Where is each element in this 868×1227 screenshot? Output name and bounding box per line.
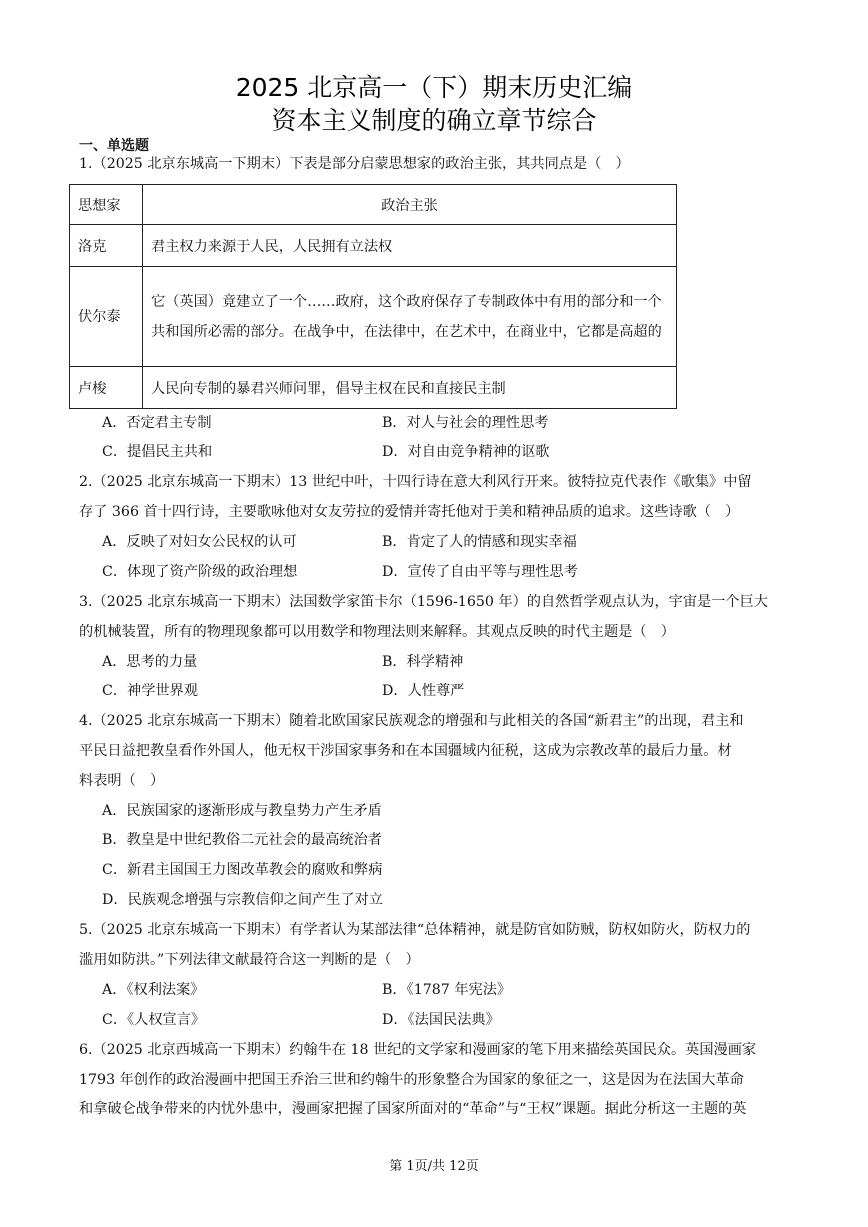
q1-stem: 1.（2025 北京东城高一下期末）下表是部分启蒙思想家的政治主张，其共同点是（ ） — [79, 156, 630, 172]
q3-option-d[interactable]: D．人性尊严 — [382, 683, 465, 699]
q2-option-c[interactable]: C．体现了资产阶级的政治理想 — [102, 564, 298, 580]
q6-stem-line: 1793 年创作的政治漫画中把国王乔治三世和约翰牛的形象整合为国家的象征之一，这是因为在法国大革命 — [79, 1072, 744, 1088]
q3-option-a[interactable]: A．思考的力量 — [102, 654, 198, 670]
q4-stem-line: 4.（2025 北京东城高一下期末）随着北欧国家民族观念的增强和与此相关的各国“新君主”的出现，君主和 — [79, 713, 744, 729]
table-header-cell: 思想家 — [70, 185, 143, 225]
q1-option-c[interactable]: C．提倡民主共和 — [102, 444, 213, 460]
q5-stem-line: 5.（2025 北京东城高一下期末）有学者认为某部法律“总体精神，就是防官如防贼，防权如防火，防权力的 — [79, 922, 751, 938]
q4-option-a[interactable]: A．民族国家的逐渐形成与教皇势力产生矛盾 — [102, 803, 382, 819]
q2-option-b[interactable]: B．肯定了人的情感和现实幸福 — [382, 534, 577, 550]
q4-option-d[interactable]: D．民族观念增强与宗教信仰之间产生了对立 — [102, 892, 383, 908]
q3-option-c[interactable]: C．神学世界观 — [102, 683, 198, 699]
table-row — [70, 225, 677, 267]
q6-stem-line: 和拿破仑战争带来的内忧外患中，漫画家把握了国家所面对的“革命”与“王权”课题。据此分析这一主题的英 — [79, 1101, 747, 1117]
q5-stem-line: 滥用如防洪。”下列法律文献最符合这一判断的是（ ） — [79, 952, 420, 968]
q1-table — [69, 184, 677, 409]
table-row — [70, 267, 677, 367]
q3-option-b[interactable]: B．科学精神 — [382, 654, 464, 670]
q3-stem-line: 3.（2025 北京东城高一下期末）法国数学家笛卡尔（1596-1650 年）的自然哲学观点认为，宇宙是一个巨大 — [79, 594, 768, 610]
document-title: 2025 北京高一（下）期末历史汇编 — [235, 73, 633, 102]
document-subtitle: 资本主义制度的确立章节综合 — [271, 106, 597, 135]
q2-option-a[interactable]: A．反映了对妇女公民权的认可 — [102, 534, 297, 550]
table-header-row — [70, 185, 677, 225]
q2-option-d[interactable]: D．宣传了自由平等与理性思考 — [382, 564, 578, 580]
q4-stem-line: 平民日益把教皇看作外国人，他无权干涉国家事务和在本国疆域内征税，这成为宗教改革的最后力量。材 — [79, 743, 732, 759]
table-row — [70, 367, 677, 409]
q5-option-c[interactable]: C．《人权宣言》 — [102, 1012, 206, 1028]
q6-stem-line: 6.（2025 北京西城高一下期末）约翰牛在 18 世纪的文学家和漫画家的笔下用来描绘英国民众。英国漫画家 — [79, 1042, 757, 1058]
q1-option-b[interactable]: B．对人与社会的理性思考 — [382, 415, 549, 431]
table-cell-thinker: 洛克 — [70, 225, 143, 267]
q5-option-d[interactable]: D．《法国民法典》 — [382, 1012, 500, 1028]
table-cell-thinker: 伏尔泰 — [70, 267, 143, 367]
q4-option-c[interactable]: C．新君主国国王力图改革教会的腐败和弊病 — [102, 862, 383, 878]
table-cell-view: 人民向专制的暴君兴师问罪，倡导主权在民和直接民主制 — [143, 367, 677, 409]
q2-stem-line: 2.（2025 北京东城高一下期末）13 世纪中叶，十四行诗在意大利风行开来。彼特拉克代表作《歌集》中留 — [79, 474, 752, 490]
page-footer: 第 1页/共 12页 — [389, 1159, 479, 1174]
q1-option-a[interactable]: A．否定君主专制 — [102, 415, 212, 431]
q5-option-a[interactable]: A．《权利法案》 — [102, 982, 205, 998]
table-header-cell: 政治主张 — [143, 185, 677, 225]
table-cell-view: 君主权力来源于人民，人民拥有立法权 — [143, 225, 677, 267]
table-cell-view: 它（英国）竟建立了一个……政府，这个政府保存了专制政体中有用的部分和一个共和国所必需的部分。在战争中，在法律中，在艺术中，在商业中，它都是高超的 — [143, 267, 677, 367]
q2-stem-line: 存了 366 首十四行诗，主要歌咏他对女友劳拉的爱情并寄托他对于美和精神品质的追求。这些诗歌（ ） — [79, 504, 740, 520]
q4-stem-line: 料表明（ ） — [79, 773, 165, 789]
section-heading: 一、单选题 — [79, 138, 149, 154]
q1-option-d[interactable]: D．对自由竞争精神的讴歌 — [382, 444, 550, 460]
table-cell-thinker: 卢梭 — [70, 367, 143, 409]
q5-option-b[interactable]: B．《1787 年宪法》 — [382, 982, 512, 998]
q4-option-b[interactable]: B．教皇是中世纪教俗二元社会的最高统治者 — [102, 832, 382, 848]
q3-stem-line: 的机械装置，所有的物理现象都可以用数学和物理法则来解释。其观点反映的时代主题是（ ） — [79, 624, 675, 640]
